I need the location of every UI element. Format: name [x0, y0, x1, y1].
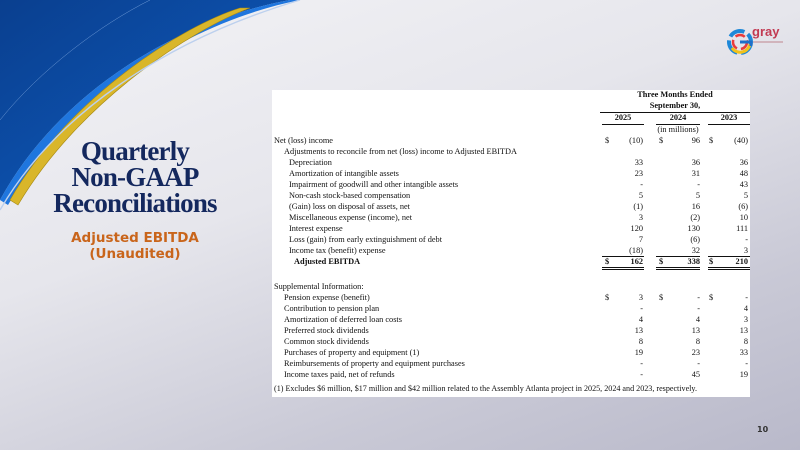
value-2025: 19	[634, 348, 643, 357]
logo-text: gray	[752, 24, 780, 39]
value-2023: 43	[739, 180, 748, 189]
row-label: Non-cash stock-based compensation	[289, 191, 411, 200]
title-line-2: Non-GAAP	[71, 162, 199, 192]
value-2025: 7	[638, 235, 643, 244]
table-row	[272, 223, 750, 234]
year-2024: 2024	[669, 113, 687, 122]
logo-tagline	[753, 41, 783, 43]
table-row-total	[272, 256, 750, 267]
table-row	[272, 245, 750, 256]
value-2024: 5	[695, 191, 700, 200]
supplemental-header	[272, 281, 750, 292]
table-row	[272, 358, 750, 369]
row-label: Pension expense (benefit)	[284, 293, 370, 302]
value-2025: 33	[634, 158, 643, 167]
value-2024: 8	[695, 337, 700, 346]
value-2023: 3	[743, 315, 748, 324]
value-2023: 5	[743, 191, 748, 200]
currency-symbol: $	[659, 136, 664, 145]
slide-title-block	[40, 138, 230, 262]
value-2023: 33	[739, 348, 748, 357]
row-label: Contribution to pension plan	[284, 304, 380, 313]
table-row	[272, 369, 750, 380]
value-2024: 16	[691, 202, 700, 211]
row-label: Miscellaneous expense (income), net	[289, 213, 413, 222]
value-2024: -	[697, 359, 700, 368]
table-row	[272, 168, 750, 179]
subtitle-line-2: (Unaudited)	[89, 246, 181, 262]
slide-title	[40, 138, 230, 216]
currency-symbol: $	[605, 257, 610, 266]
value-2025: -	[640, 370, 643, 379]
value-2024: 96	[691, 136, 700, 145]
table-row	[272, 190, 750, 201]
row-label: Common stock dividends	[284, 337, 369, 346]
value-2023: -	[745, 359, 748, 368]
value-2023: 210	[735, 257, 748, 266]
value-2023: 111	[736, 224, 748, 233]
title-line-1: Quarterly	[80, 136, 190, 166]
value-2023: -	[745, 235, 748, 244]
row-label: Adjustments to reconcile from net (loss) income to Adjusted EBITDA	[284, 147, 517, 156]
table-row	[272, 146, 750, 157]
value-2025: 5	[638, 191, 643, 200]
value-2024: 31	[691, 169, 700, 178]
row-label: Reimbursements of property and equipment purchases	[284, 359, 465, 368]
row-label: Amortization of deferred loan costs	[284, 315, 402, 324]
value-2025: 3	[638, 213, 643, 222]
value-2025: 23	[634, 169, 643, 178]
row-label: (Gain) loss on disposal of assets, net	[289, 202, 410, 211]
value-2025: (10)	[629, 136, 643, 145]
value-2023: 36	[739, 158, 748, 167]
value-2024: 36	[691, 158, 700, 167]
section-label: Supplemental Information:	[274, 282, 364, 291]
row-label: Depreciation	[289, 158, 332, 167]
value-2025: 162	[630, 257, 643, 266]
row-label: Net (loss) income	[274, 136, 333, 145]
row-label: Amortization of intangible assets	[289, 169, 399, 178]
value-2024: (6)	[690, 235, 700, 244]
slide-subtitle	[40, 230, 230, 262]
value-2023: 13	[739, 326, 748, 335]
value-2025: 8	[638, 337, 643, 346]
row-label: Loss (gain) from early extinguishment of debt	[289, 235, 442, 244]
year-rule-3	[708, 124, 750, 125]
subtitle-line-1: Adjusted EBITDA	[71, 230, 199, 246]
currency-symbol: $	[709, 257, 714, 266]
currency-symbol: $	[659, 293, 664, 302]
value-2025: -	[640, 304, 643, 313]
value-2025: 120	[630, 224, 643, 233]
footnote: (1) Excludes $6 million, $17 million and $42 million related to the Assembly Atlanta project in 2025, 2024 and 2023, respectively.	[274, 384, 697, 393]
row-label: Adjusted EBITDA	[294, 257, 361, 266]
row-label: Preferred stock dividends	[284, 326, 369, 335]
total-double-rule-3	[708, 267, 750, 270]
value-2024: 4	[695, 315, 700, 324]
table-row	[272, 336, 750, 347]
value-2024: 13	[691, 326, 700, 335]
value-2024: 338	[687, 257, 700, 266]
currency-symbol: $	[709, 293, 714, 302]
value-2025: (1)	[633, 202, 643, 211]
value-2023: 19	[739, 370, 748, 379]
value-2025: 4	[638, 315, 643, 324]
value-2025: -	[640, 359, 643, 368]
table-row	[272, 325, 750, 336]
table-row	[272, 157, 750, 168]
value-2023: 3	[743, 246, 748, 255]
value-2023: (40)	[734, 136, 748, 145]
value-2025: -	[640, 180, 643, 189]
value-2025: 3	[638, 293, 643, 302]
value-2025: 13	[634, 326, 643, 335]
table-row	[272, 201, 750, 212]
year-rule-1	[602, 124, 644, 125]
currency-symbol: $	[605, 136, 610, 145]
row-label: Interest expense	[289, 224, 343, 233]
currency-symbol: $	[709, 136, 714, 145]
table-row	[272, 135, 750, 146]
table-row	[272, 347, 750, 358]
table-row	[272, 234, 750, 245]
value-2023: -	[745, 293, 748, 302]
table-row	[272, 303, 750, 314]
value-2024: 45	[691, 370, 700, 379]
row-label: Income taxes paid, net of refunds	[284, 370, 395, 379]
period-header-2: September 30,	[649, 101, 701, 110]
total-double-rule-2	[656, 267, 700, 270]
value-2024: -	[697, 180, 700, 189]
page-number: 10	[757, 425, 769, 434]
row-label: Income tax (benefit) expense	[289, 246, 386, 255]
value-2024: 130	[687, 224, 700, 233]
value-2024: -	[697, 293, 700, 302]
year-2025: 2025	[614, 113, 632, 122]
period-header-1: Three Months Ended	[637, 90, 713, 99]
table-row	[272, 179, 750, 190]
row-label: Impairment of goodwill and other intangible assets	[289, 180, 459, 189]
value-2024: 23	[691, 348, 700, 357]
reconciliation-table	[272, 90, 750, 397]
row-label: Purchases of property and equipment (1)	[284, 348, 420, 357]
total-double-rule-1	[602, 267, 644, 270]
title-line-3: Reconciliations	[53, 188, 217, 218]
value-2025: (18)	[629, 246, 643, 255]
currency-symbol: $	[605, 293, 610, 302]
units-label: (in millions)	[657, 125, 699, 134]
value-2023: 10	[739, 213, 748, 222]
value-2024: 32	[691, 246, 700, 255]
currency-symbol: $	[659, 257, 664, 266]
table-row	[272, 314, 750, 325]
value-2024: -	[697, 304, 700, 313]
value-2024: (2)	[690, 213, 700, 222]
value-2023: 8	[743, 337, 748, 346]
table-row	[272, 212, 750, 223]
value-2023: 4	[743, 304, 748, 313]
table-row	[272, 292, 750, 303]
value-2023: 48	[739, 169, 748, 178]
year-2023: 2023	[720, 113, 738, 122]
value-2023: (6)	[738, 202, 748, 211]
